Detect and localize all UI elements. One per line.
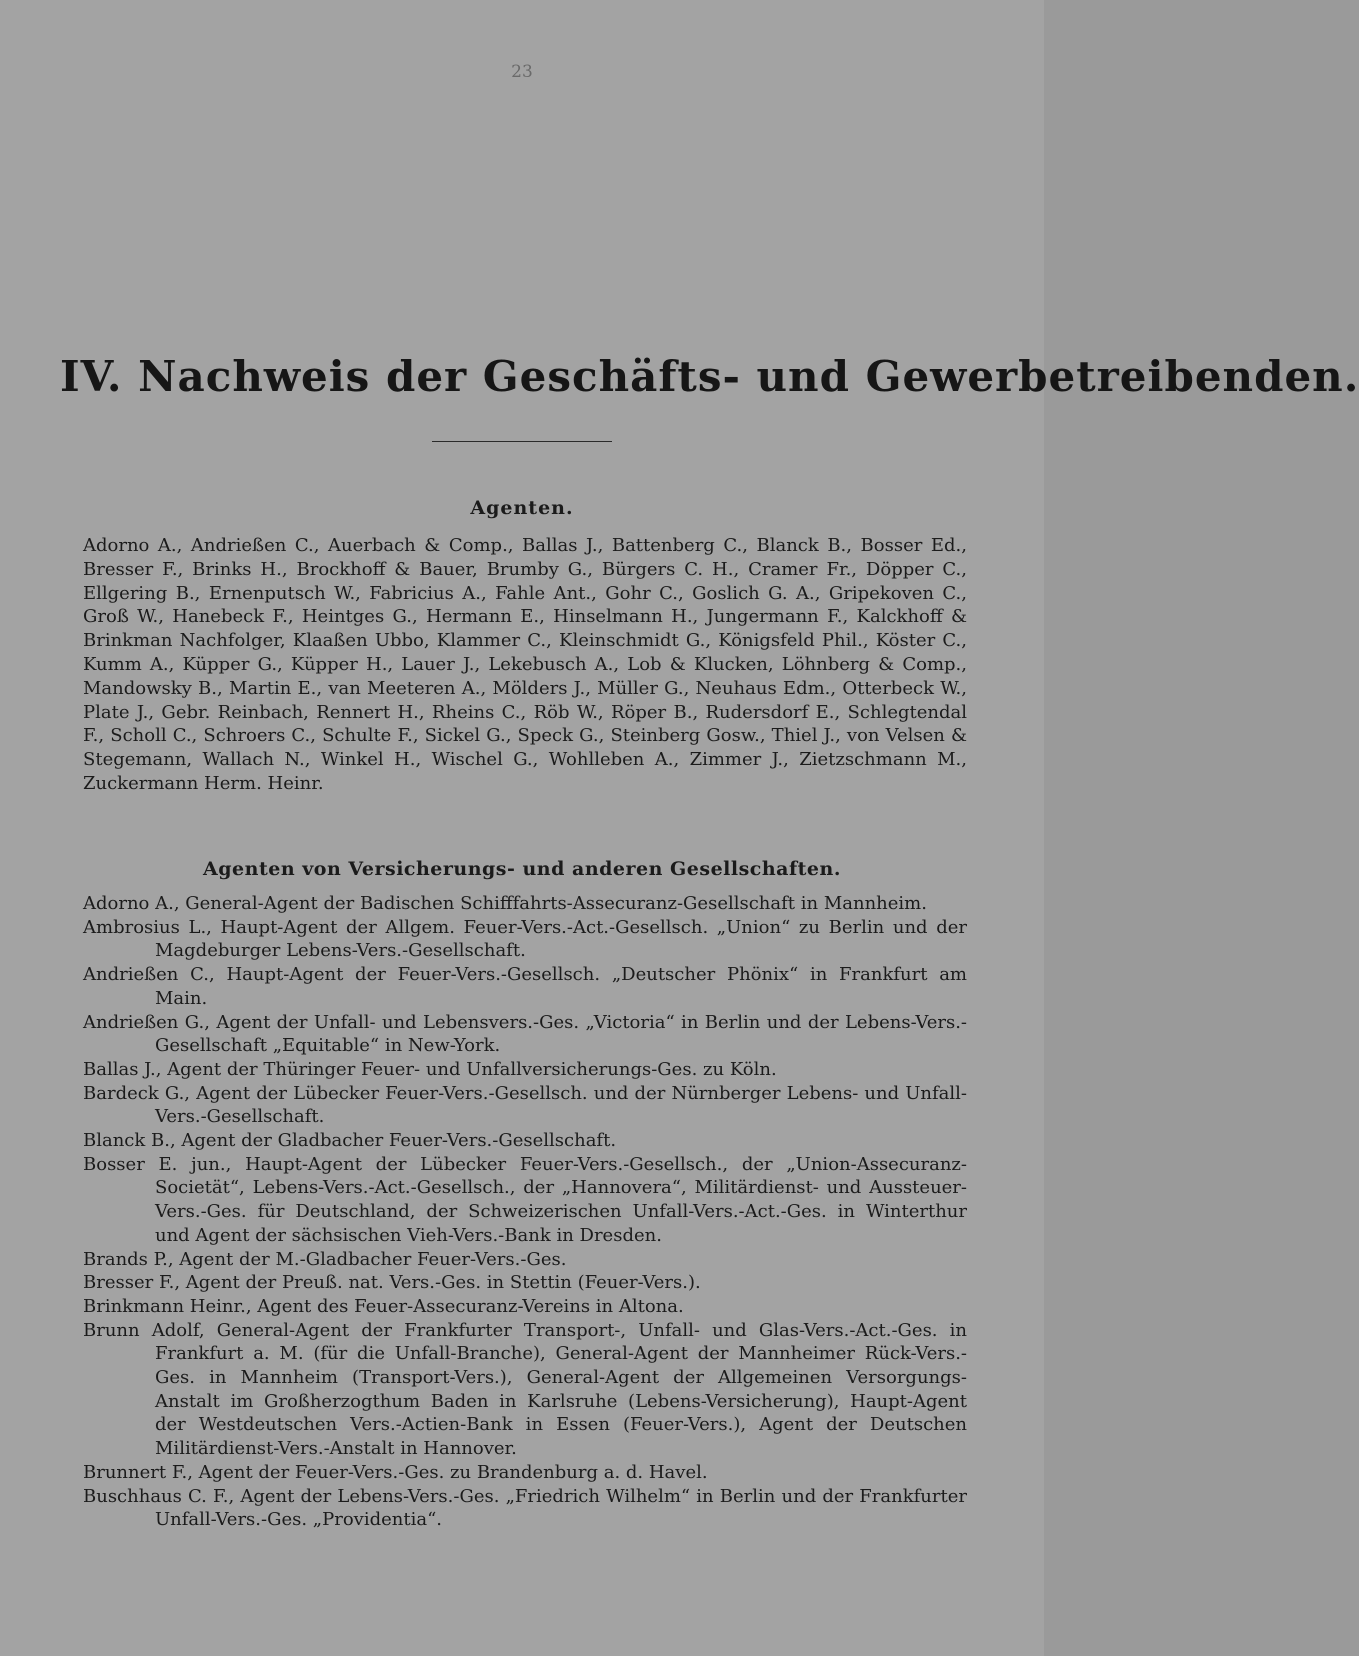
list-item: Adorno A., General-Agent der Badischen Schifffahrts-Assecuranz-Gesellschaft in Mannheim. (83, 893, 927, 914)
insurance-agents-list (83, 892, 967, 1532)
list-item: Andrießen C., Haupt-Agent der Feuer-Vers.-Gesellsch. „Deutscher Phönix“ in Frankfurt am Main. (83, 964, 967, 1009)
list-item: Brands P., Agent der M.-Gladbacher Feuer-Vers.-Ges. (83, 1248, 567, 1270)
list-item: Andrießen G., Agent der Unfall- und Lebensvers.-Ges. „Victoria“ in Berlin und der Lebens-Vers.-Gesellschaft „Equitable“ in New-York. (83, 1011, 967, 1057)
list-item: Brinkmann Heinr., Agent des Feuer-Assecuranz-Vereins in Altona. (83, 1295, 684, 1317)
list-item: Blanck B., Agent der Gladbacher Feuer-Vers.-Gesellschaft. (83, 1130, 617, 1152)
list-item: Ambrosius L., Haupt-Agent der Allgem. Feuer-Vers.-Act.-Gesellsch. „Union“ zu Berlin und der Magdeburger Lebens-Vers.-Gesellschaft. (83, 916, 967, 962)
chapter-title: IV. Nachweis der Geschäfts- und Gewerbetreibenden. (60, 352, 1359, 401)
section-heading-insurance-agents: Agenten von Versicherungs- und anderen Gesellschaften. (203, 858, 841, 880)
list-item: Buschhaus C. F., Agent der Lebens-Vers.-Ges. „Friedrich Wilhelm“ in Berlin und der Frankfurter Unfall-Vers.-Ges. „Providentia“. (83, 1485, 967, 1531)
page-number: 23 (511, 62, 533, 82)
list-item: Brunn Adolf, General-Agent der Frankfurter Transport-, Unfall- und Glas-Vers.-Act.-Ges. in Frankfurt a. M. (für die Unfall-Branche), General-Agent der Mannheimer Rück-Vers.-Ges. in Mannheim (Transport-Vers.), General-Agent der Allgemeinen Versorgungs-Anstalt im Großherzogthum Baden in Karlsruhe (Lebens-Versicherung), Haupt-Agent der Westdeutschen Vers.-Actien-Bank in Essen (Feuer-Vers.), Agent der Deutschen Militärdienst-Vers.-Anstalt in Hannover. (83, 1319, 967, 1460)
agents-list-paragraph: Adorno A., Andrießen C., Auerbach & Comp., Ballas J., Battenberg C., Blanck B., Bosser Ed., Bresser F., Brinks H., Brockhoff & Bauer, Brumby G., Bürgers C. H., Cramer Fr., Döpper C., Ellgering B., Ernenputsch W., Fabricius A., Fahle Ant., Gohr C., Goslich G. A., Gripekoven C., Groß W., Hanebeck F., Heintges G., Hermann E., Hinselmann H., Jungermann F., Kalckhoff & Brinkman Nachfolger, Klaaßen Ubbo, Klammer C., Kleinschmidt G., Königsfeld Phil., Köster C., Kumm A., Küpper G., Küpper H., Lauer J., Lekebusch A., Lob & Klucken, Löhnberg & Comp., Mandowsky B., Martin E., van Meeteren A., Mölders J., Müller G., Neuhaus Edm., Otterbeck W., Plate J., Gebr. Reinbach, Rennert H., Rheins C., Röb W., Röper B., Rudersdorf E., Schlegtendal F., Scholl C., Schroers C., Schulte F., Sickel G., Speck G., Steinberg Gosw., Thiel J., von Velsen & Stegemann, Wallach N., Winkel H., Wischel G., Wohlleben A., Zimmer J., Zietzschmann M., Zuckermann Herm. Heinr. (83, 535, 967, 794)
list-item: Bosser E. jun., Haupt-Agent der Lübecker Feuer-Vers.-Gesellsch., der „Union-Assecuranz-Societät“, Lebens-Vers.-Act.-Gesellsch., der „Hannovera“, Militärdienst- und Aussteuer-Vers.-Ges. für Deutschland, der Schweizerischen Unfall-Vers.-Act.-Ges. in Winterthur und Agent der sächsischen Vieh-Vers.-Bank in Dresden. (83, 1153, 967, 1246)
title-divider (432, 441, 612, 442)
list-item: Bresser F., Agent der Preuß. nat. Vers.-Ges. in Stettin (Feuer-Vers.). (83, 1272, 701, 1294)
list-item: Ballas J., Agent der Thüringer Feuer- und Unfallversicherungs-Ges. zu Köln. (83, 1058, 777, 1080)
list-item: Brunnert F., Agent der Feuer-Vers.-Ges. zu Brandenburg a. d. Havel. (83, 1461, 708, 1483)
list-item: Bardeck G., Agent der Lübecker Feuer-Vers.-Gesellsch. und der Nürnberger Lebens- und Unfall-Vers.-Gesellschaft. (83, 1082, 967, 1128)
section-heading-agents: Agenten. (470, 497, 574, 519)
